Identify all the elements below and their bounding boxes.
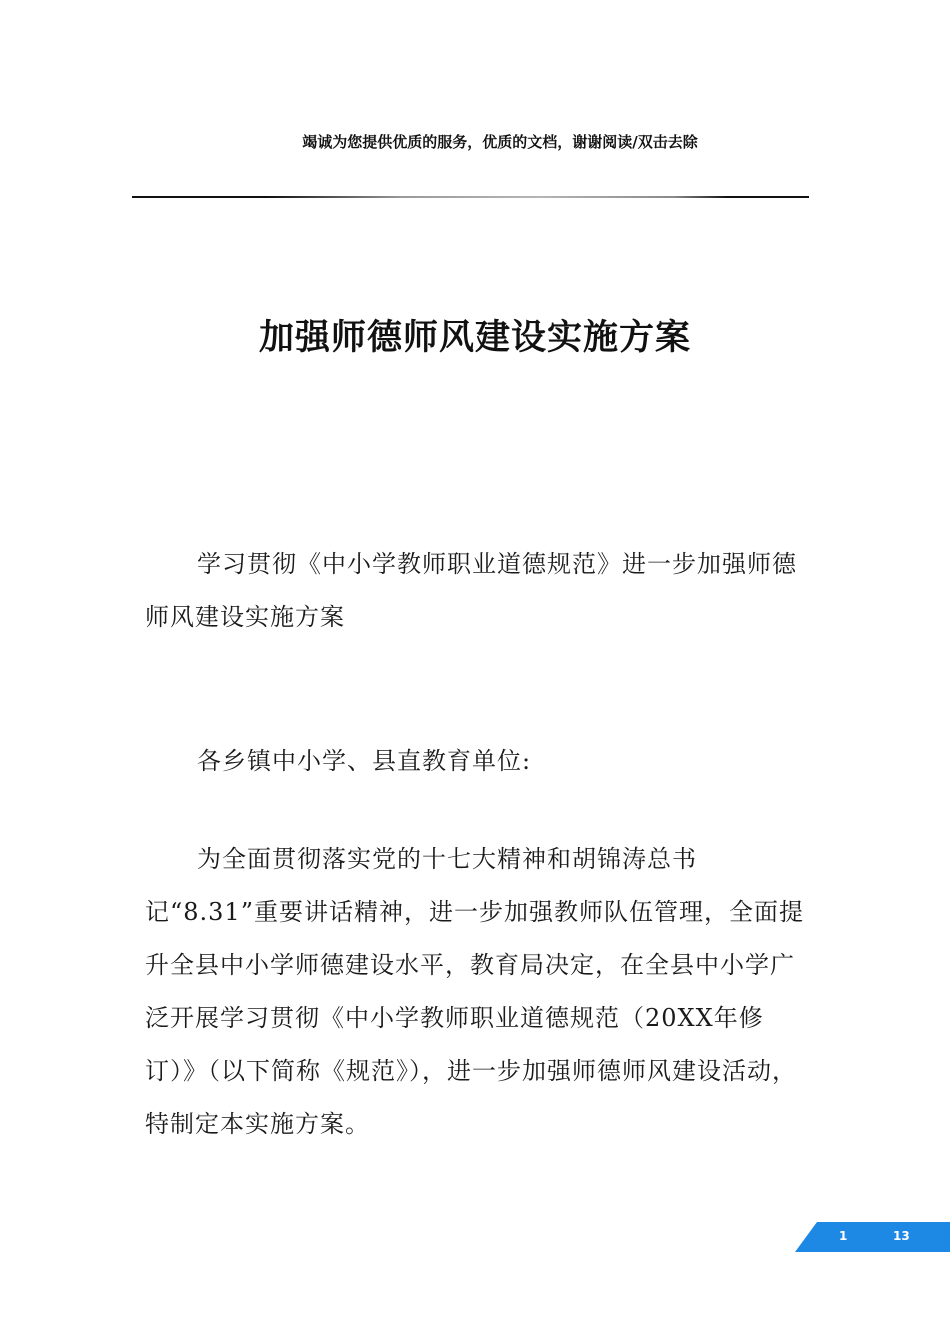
header-note: 竭诚为您提供优质的服务，优质的文档，谢谢阅读/双击去除 xyxy=(302,133,698,151)
header-divider xyxy=(132,196,809,198)
paragraph-salutation: 各乡镇中小学、县直教育单位: xyxy=(197,747,532,775)
page-current-number: 1 xyxy=(839,1229,848,1243)
document-title: 加强师德师风建设实施方案 xyxy=(258,318,691,358)
paragraph-subtitle: 学习贯彻《中小学教师职业道德规范》进一步加强师德师风建设实施方案 xyxy=(145,550,797,631)
paragraph-body: 为全面贯彻落实党的十七大精神和胡锦涛总书记“8.31”重要讲话精神，进一步加强教师队伍管理，全面提升全县中小学师德建设水平，教育局决定，在全县中小学广泛开展学习贯彻《中小学教师职业道德规范（20XX年修订）》（以下简称《规范》），进一步加强师德师风建设活动，特制定本实施方案。 xyxy=(145,845,804,1138)
page-indicator-background xyxy=(795,1222,950,1252)
page-total-number: 13 xyxy=(893,1229,910,1243)
page-indicator xyxy=(795,1222,950,1252)
